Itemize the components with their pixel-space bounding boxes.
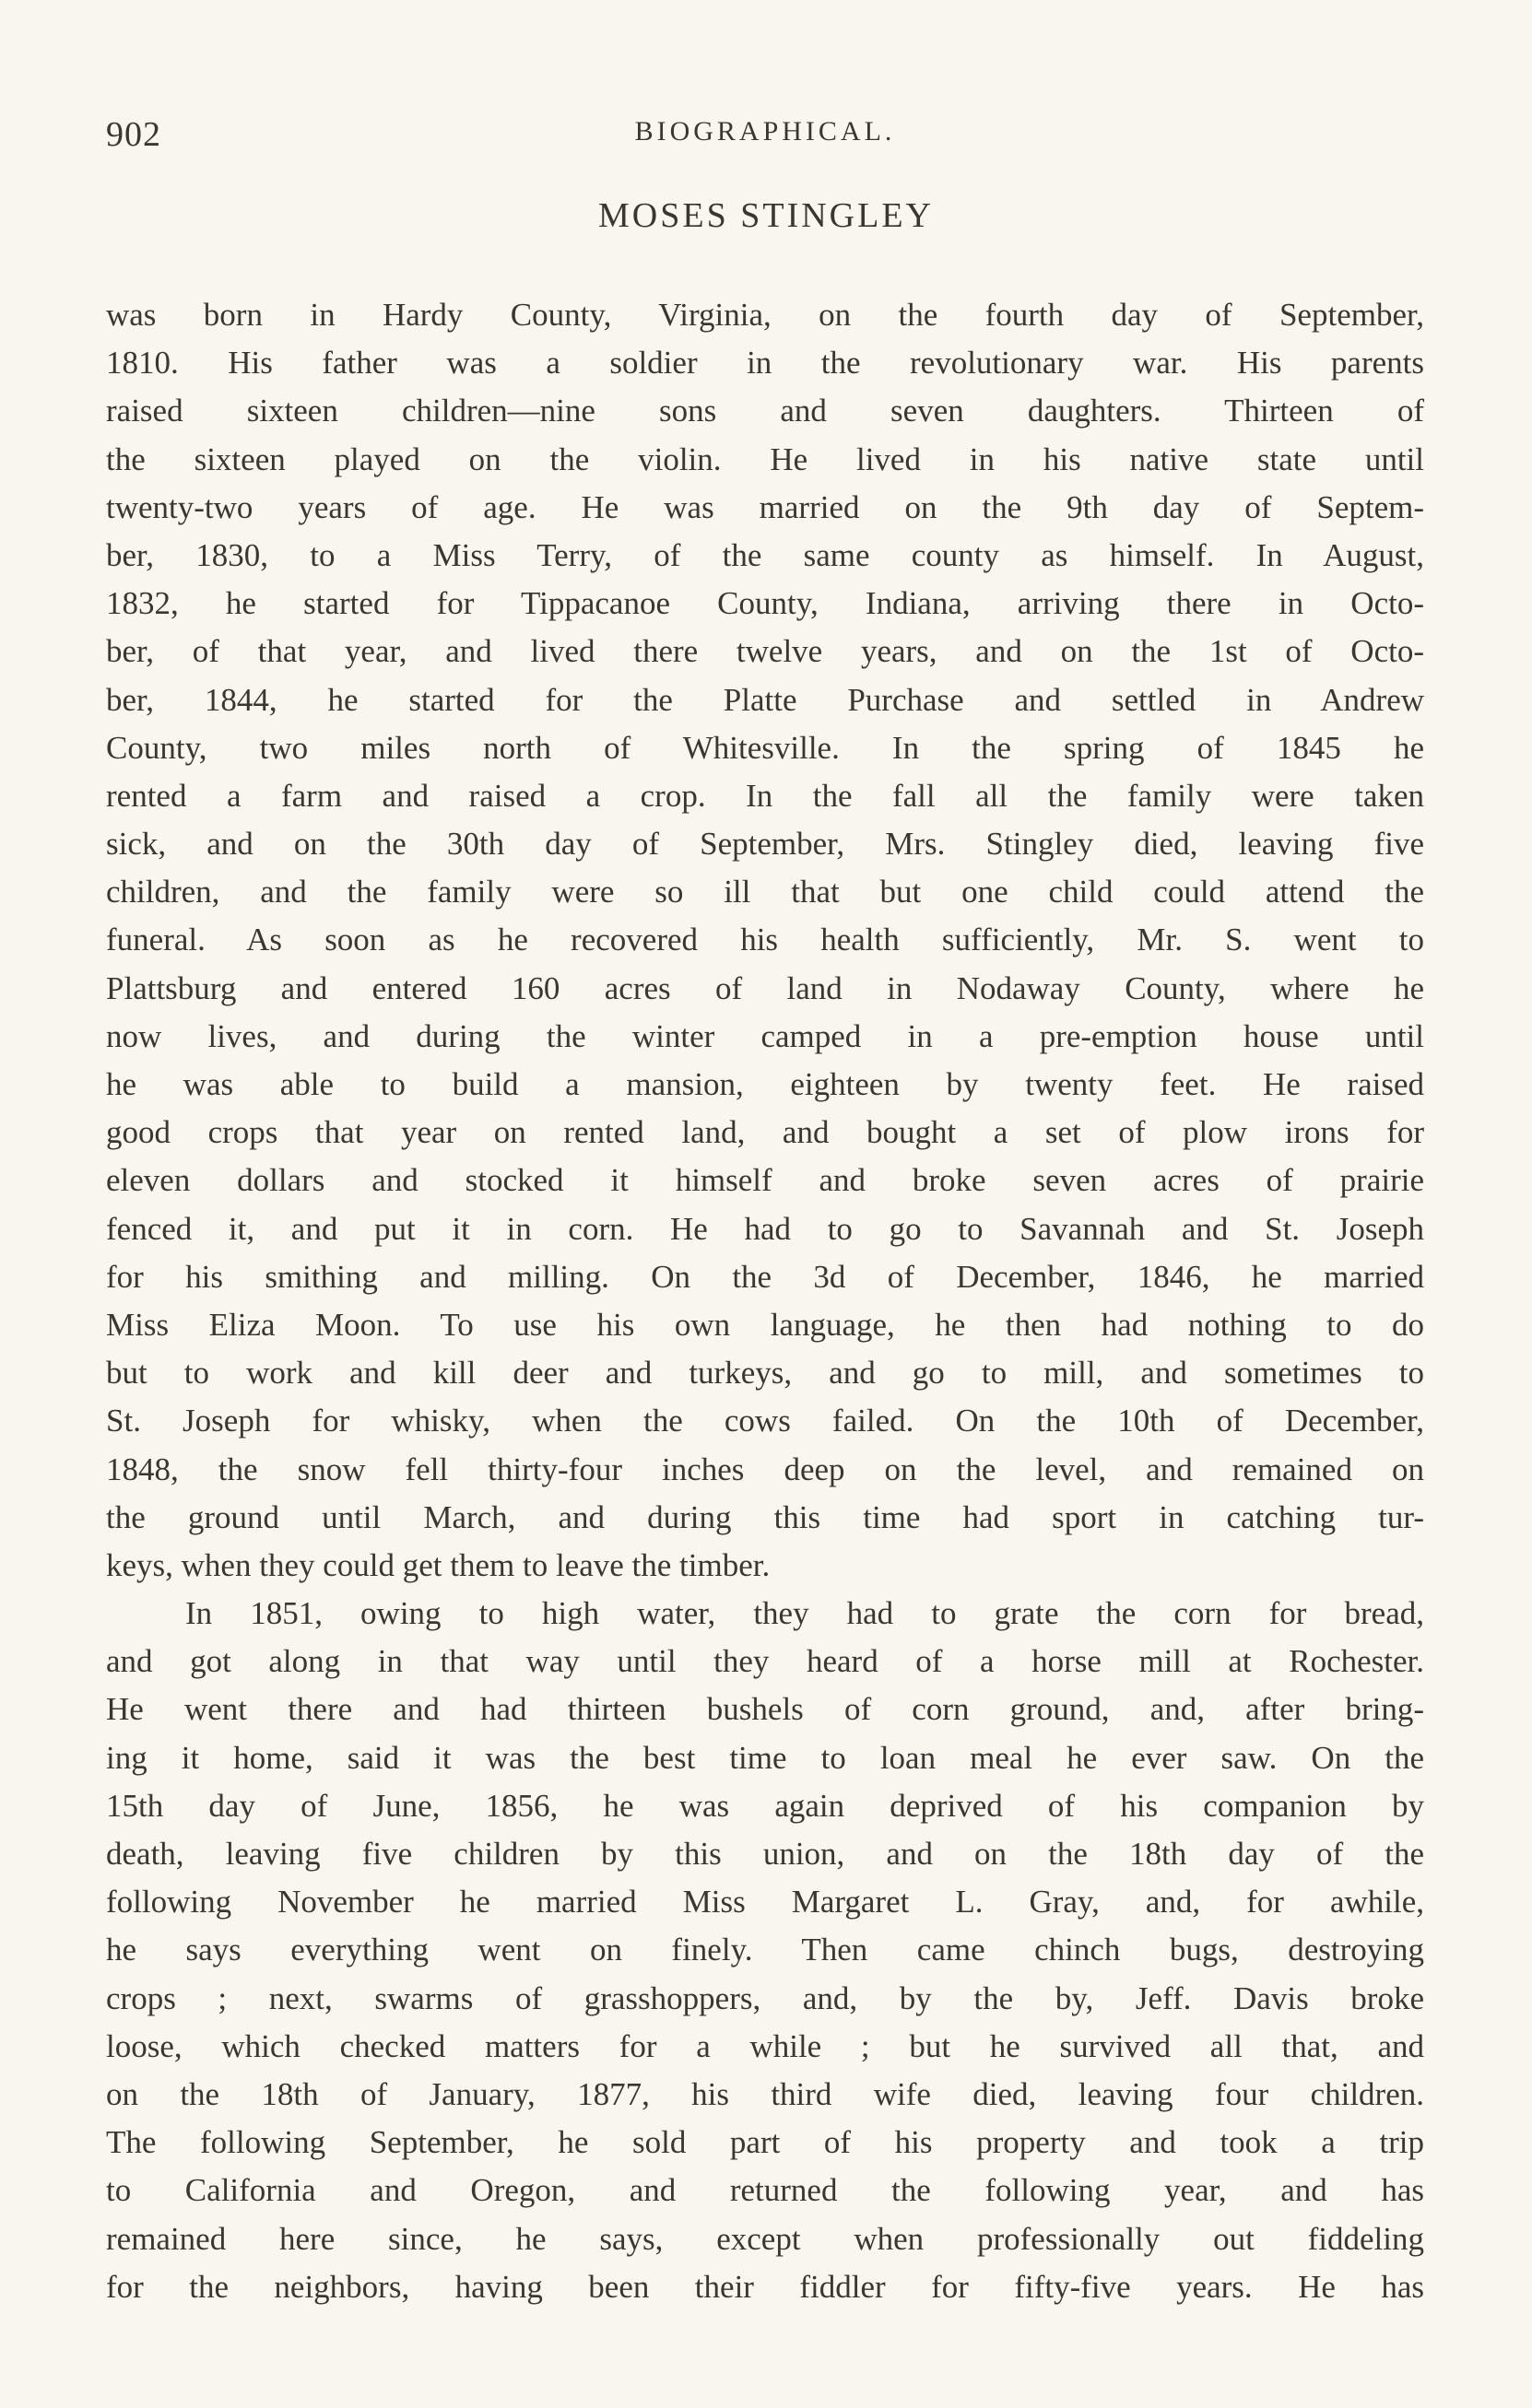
text-line: sick, and on the 30th day of September, Mrs. Stingley died, leaving five xyxy=(106,826,1424,863)
text-line: for his smithing and milling. On the 3d of December, 1846, he married xyxy=(106,1258,1424,1295)
text-line: 1810. His father was a soldier in the revolutionary war. His parents xyxy=(106,345,1424,382)
text-line: children, and the family were so ill that but one child could attend the xyxy=(106,874,1424,910)
text-line: following November he married Miss Margaret L. Gray, and, for awhile, xyxy=(106,1884,1424,1921)
text-line: 1848, the snow fell thirty-four inches deep on the level, and remained on xyxy=(106,1451,1424,1487)
text-line: Plattsburg and entered 160 acres of land in Nodaway County, where he xyxy=(106,969,1424,1006)
text-line: He went there and had thirteen bushels of corn ground, and, after bring- xyxy=(106,1691,1424,1728)
text-line: eleven dollars and stocked it himself and broke seven acres of prairie xyxy=(106,1162,1424,1199)
text-line: but to work and kill deer and turkeys, and go to mill, and sometimes to xyxy=(106,1355,1424,1392)
running-head xyxy=(106,114,1424,160)
text-line: on the 18th of January, 1877, his third wife died, leaving four children. xyxy=(106,2075,1424,2112)
text-line: keys, when they could get them to leave the timber. xyxy=(106,1546,771,1583)
text-line: Miss Eliza Moon. To use his own language, he then had nothing to do xyxy=(106,1306,1424,1343)
text-line: ber, 1830, to a Miss Terry, of the same county as himself. In August, xyxy=(106,536,1424,573)
text-line: funeral. As soon as he recovered his health sufficiently, Mr. S. went to xyxy=(106,922,1424,958)
section-title: BIOGRAPHICAL. xyxy=(634,116,896,147)
text-line: death, leaving five children by this union, and on the 18th day of the xyxy=(106,1836,1424,1872)
text-line: he was able to build a mansion, eighteen by twenty feet. He raised xyxy=(106,1066,1424,1102)
text-line: remained here since, he says, except when professionally out fiddeling xyxy=(106,2220,1424,2257)
page-number: 902 xyxy=(106,115,161,154)
text-line: and got along in that way until they heard of a horse mill at Rochester. xyxy=(106,1643,1424,1680)
body-text xyxy=(106,291,1424,2311)
text-line: fenced it, and put it in corn. He had to go to Savannah and St. Joseph xyxy=(106,1210,1424,1247)
text-line: ber, 1844, he started for the Platte Purchase and settled in Andrew xyxy=(106,681,1424,718)
text-line: now lives, and during the winter camped in a pre-emption house until xyxy=(106,1017,1424,1054)
text-line: County, two miles north of Whitesville. In the spring of 1845 he xyxy=(106,729,1424,766)
text-line: loose, which checked matters for a while ; but he survived all that, and xyxy=(106,2027,1424,2064)
text-line: crops ; next, swarms of grasshoppers, and, by the by, Jeff. Davis broke xyxy=(106,1979,1424,2016)
text-line: 15th day of June, 1856, he was again deprived of his companion by xyxy=(106,1787,1424,1824)
text-line: 1832, he started for Tippacanoe County, Indiana, arriving there in Octo- xyxy=(106,585,1424,622)
text-line: was born in Hardy County, Virginia, on the fourth day of September, xyxy=(106,297,1424,333)
text-line: good crops that year on rented land, and bought a set of plow irons for xyxy=(106,1114,1424,1151)
text-line: the sixteen played on the violin. He lived in his native state until xyxy=(106,440,1424,477)
text-line: raised sixteen children—nine sons and seven daughters. Thirteen of xyxy=(106,393,1424,429)
text-line: ing it home, said it was the best time to loan meal he ever saw. On the xyxy=(106,1739,1424,1776)
article-title: MOSES STINGLEY xyxy=(598,196,934,235)
text-line: In 1851, owing to high water, they had to grate the corn for bread, xyxy=(185,1595,1424,1632)
text-line: rented a farm and raised a crop. In the fall all the family were taken xyxy=(106,777,1424,814)
text-line: to California and Oregon, and returned the following year, and has xyxy=(106,2172,1424,2209)
text-line: twenty-two years of age. He was married on the 9th day of Septem- xyxy=(106,488,1424,525)
text-line: The following September, he sold part of his property and took a trip xyxy=(106,2124,1424,2161)
text-line: ber, of that year, and lived there twelve years, and on the 1st of Octo- xyxy=(106,633,1424,670)
text-line: for the neighbors, having been their fiddler for fifty-five years. He has xyxy=(106,2268,1424,2305)
text-line: the ground until March, and during this time had sport in catching tur- xyxy=(106,1498,1424,1535)
text-line: he says everything went on finely. Then came chinch bugs, destroying xyxy=(106,1932,1424,1968)
text-line: St. Joseph for whisky, when the cows failed. On the 10th of December, xyxy=(106,1403,1424,1439)
